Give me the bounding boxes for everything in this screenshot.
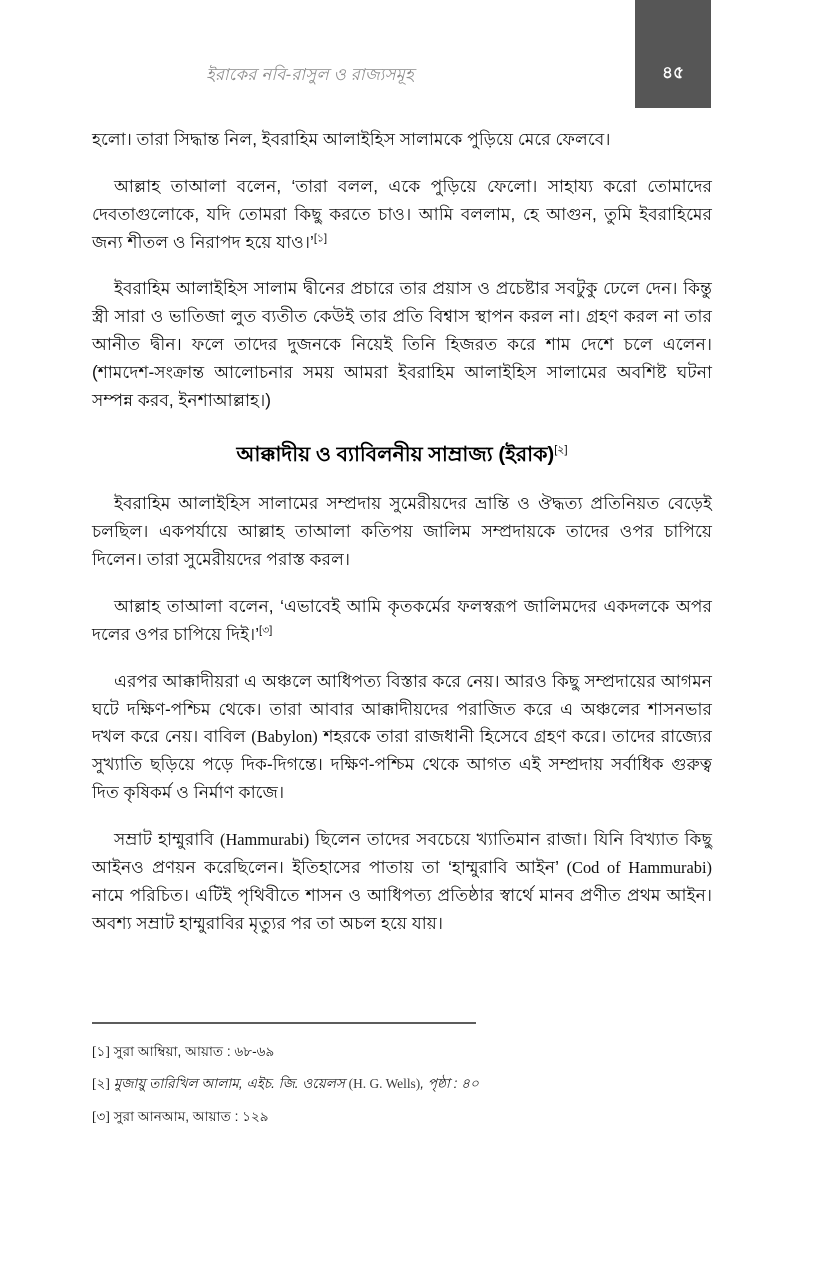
footnote-text-2-before: মুজায়ু তারিখিল আলাম, এইচ. জি. ওয়েলস [113,1076,349,1092]
latin-term-babylon: (Babylon) [251,727,318,747]
footnote-text-3: সুরা আনআম, আয়াত : ১২৯ [113,1108,269,1124]
paragraph-4-text: ইবরাহিম আলাইহিস সালামের সম্প্রদায় সুমেরীয়দের ভ্রান্তি ও ঔদ্ধত্য প্রতিনিয়ত বেড়েই চলছিল। একপর্যায়ে আল্লাহ তাআলা কতিপয় জালিম সম্প্রদায়কে তাদের ওপর চাপিয়ে দিলেন। তারা সুমেরীয়দের পরাস্ত করল। [92,493,712,570]
paragraph-2 [92,173,712,257]
section-heading-text: আক্কাদীয় ও ব্যাবিলনীয় সাম্রাজ্য (ইরাক) [236,442,555,466]
paragraph-6-text-before: এরপর আক্কাদীয়রা এ অঞ্চলে আধিপত্য বিস্তার করে নেয়। আরও কিছু সম্প্রদায়ের আগমন ঘটে দক্ষিণ-পশ্চিম থেকে। তারা আবার আক্কাদীয়দের পরাজিত করে এ অঞ্চলের শাসনভার দখল করে নেয়। বাবিল [92,670,712,747]
footnote-latin-hg-wells: (H. G. Wells) [348,1076,421,1092]
paragraph-2-text: আল্লাহ তাআলা বলেন, ‘তারা বলল, একে পুড়িয়ে ফেলো। সাহায্য করো তোমাদের দেবতাগুলোকে, যদি তোমরা কিছু করতে চাও। আমি বললাম, হে আগুন, তুমি ইবরাহিমের জন্য শীতল ও নিরাপদ হয়ে যাও।’ [92,175,712,252]
footnote-marker-2: [২] [92,1076,110,1092]
paragraph-5-text: আল্লাহ তাআলা বলেন, ‘এভাবেই আমি কৃতকর্মের ফলস্বরূপ জালিমদের একদলকে অপর দলের ওপর চাপিয়ে দিই।’ [92,595,712,644]
footnote-item-3 [92,1107,712,1127]
footnote-item-2 [92,1074,712,1094]
section-heading [92,441,712,469]
footnote-marker-3: [৩] [92,1108,110,1124]
footnote-ref-3[interactable]: [৩] [259,624,273,637]
page-number-box [635,0,711,108]
paragraph-6 [92,668,712,807]
latin-term-hammurabi: (Hammurabi) [219,830,310,849]
footnote-ref-1[interactable]: [১] [313,231,328,244]
footnote-marker-1: [১] [92,1044,110,1059]
page-body [92,126,712,956]
footnote-separator-rule [92,1022,476,1024]
paragraph-7 [92,826,712,937]
paragraph-7-text-before: সম্রাট হাম্মুরাবি [114,829,220,849]
page-header [0,0,822,110]
paragraph-3 [92,275,712,414]
footnote-ref-2[interactable]: [২] [554,443,568,456]
latin-term-cod-of-hammurabi: (Cod of Hammurabi) [566,857,712,877]
footnotes-section [92,1022,712,1139]
paragraph-7-text-mid: ছিলেন তাদের সবচেয়ে খ্যাতিমান রাজা। যিনি বিখ্যাত কিছু আইনও প্রণয়ন করেছিলেন। ইতিহাসের পাতায় তা ‘হাম্মুরাবি আইন’ [92,829,713,877]
paragraph-6-text-after: শহরকে তারা রাজধানী হিসেবে গ্রহণ করে। তাদের রাজ্যের সুখ্যাতি ছড়িয়ে পড়ে দিক-দিগন্তে। দক্ষিণ-পশ্চিম থেকে আগত এই সম্প্রদায় সর্বাধিক গুরুত্ব দিত কৃষিকর্ম ও নির্মাণ কাজে। [92,726,712,803]
paragraph-7-text-after: নামে পরিচিত। এটিই পৃথিবীতে শাসন ও আধিপত্য প্রতিষ্ঠার স্বার্থে মানব প্রণীত প্রথম আইন। অবশ্য সম্রাট হাম্মুরাবির মৃত্যুর পর তা অচল হয়ে যায়। [92,884,712,933]
paragraph-5 [92,593,712,649]
paragraph-1-text: হলো। তারা সিদ্ধান্ত নিল, ইবরাহিম আলাইহিস সালামকে পুড়িয়ে মেরে ফেলবে। [92,129,611,149]
paragraph-4 [92,490,712,574]
paragraph-1 [92,126,712,154]
footnote-item-1 [92,1042,712,1062]
footnote-text-2-after: , পৃষ্ঠা : ৪০ [420,1076,479,1092]
footnote-text-1: সুরা আম্বিয়া, আয়াত : ৬৮-৬৯ [113,1044,275,1059]
paragraph-3-text: ইবরাহিম আলাইহিস সালাম দ্বীনের প্রচারে তার প্রয়াস ও প্রচেষ্টার সবটুকু ঢেলে দেন। কিন্তু স্ত্রী সারা ও ভাতিজা লুত ব্যতীত কেউই তার প্রতি বিশ্বাস স্থাপন করল না। গ্রহণ করল না তার আনীত দ্বীন। ফলে তাদের দুজনকে নিয়েই তিনি হিজরত করে শাম দেশে চলে এলেন। (শামদেশ-সংক্রান্ত আলোচনার সময় আমরা ইবরাহিম আলাইহিস সালামের অবশিষ্ট ঘটনা সম্পন্ন করব, ইনশাআল্লাহ।) [92,278,712,410]
running-header-title: ইরাকের নবি-রাসুল ও রাজ্যসমূহ [206,66,414,84]
page-number: ৪৫ [661,63,685,82]
